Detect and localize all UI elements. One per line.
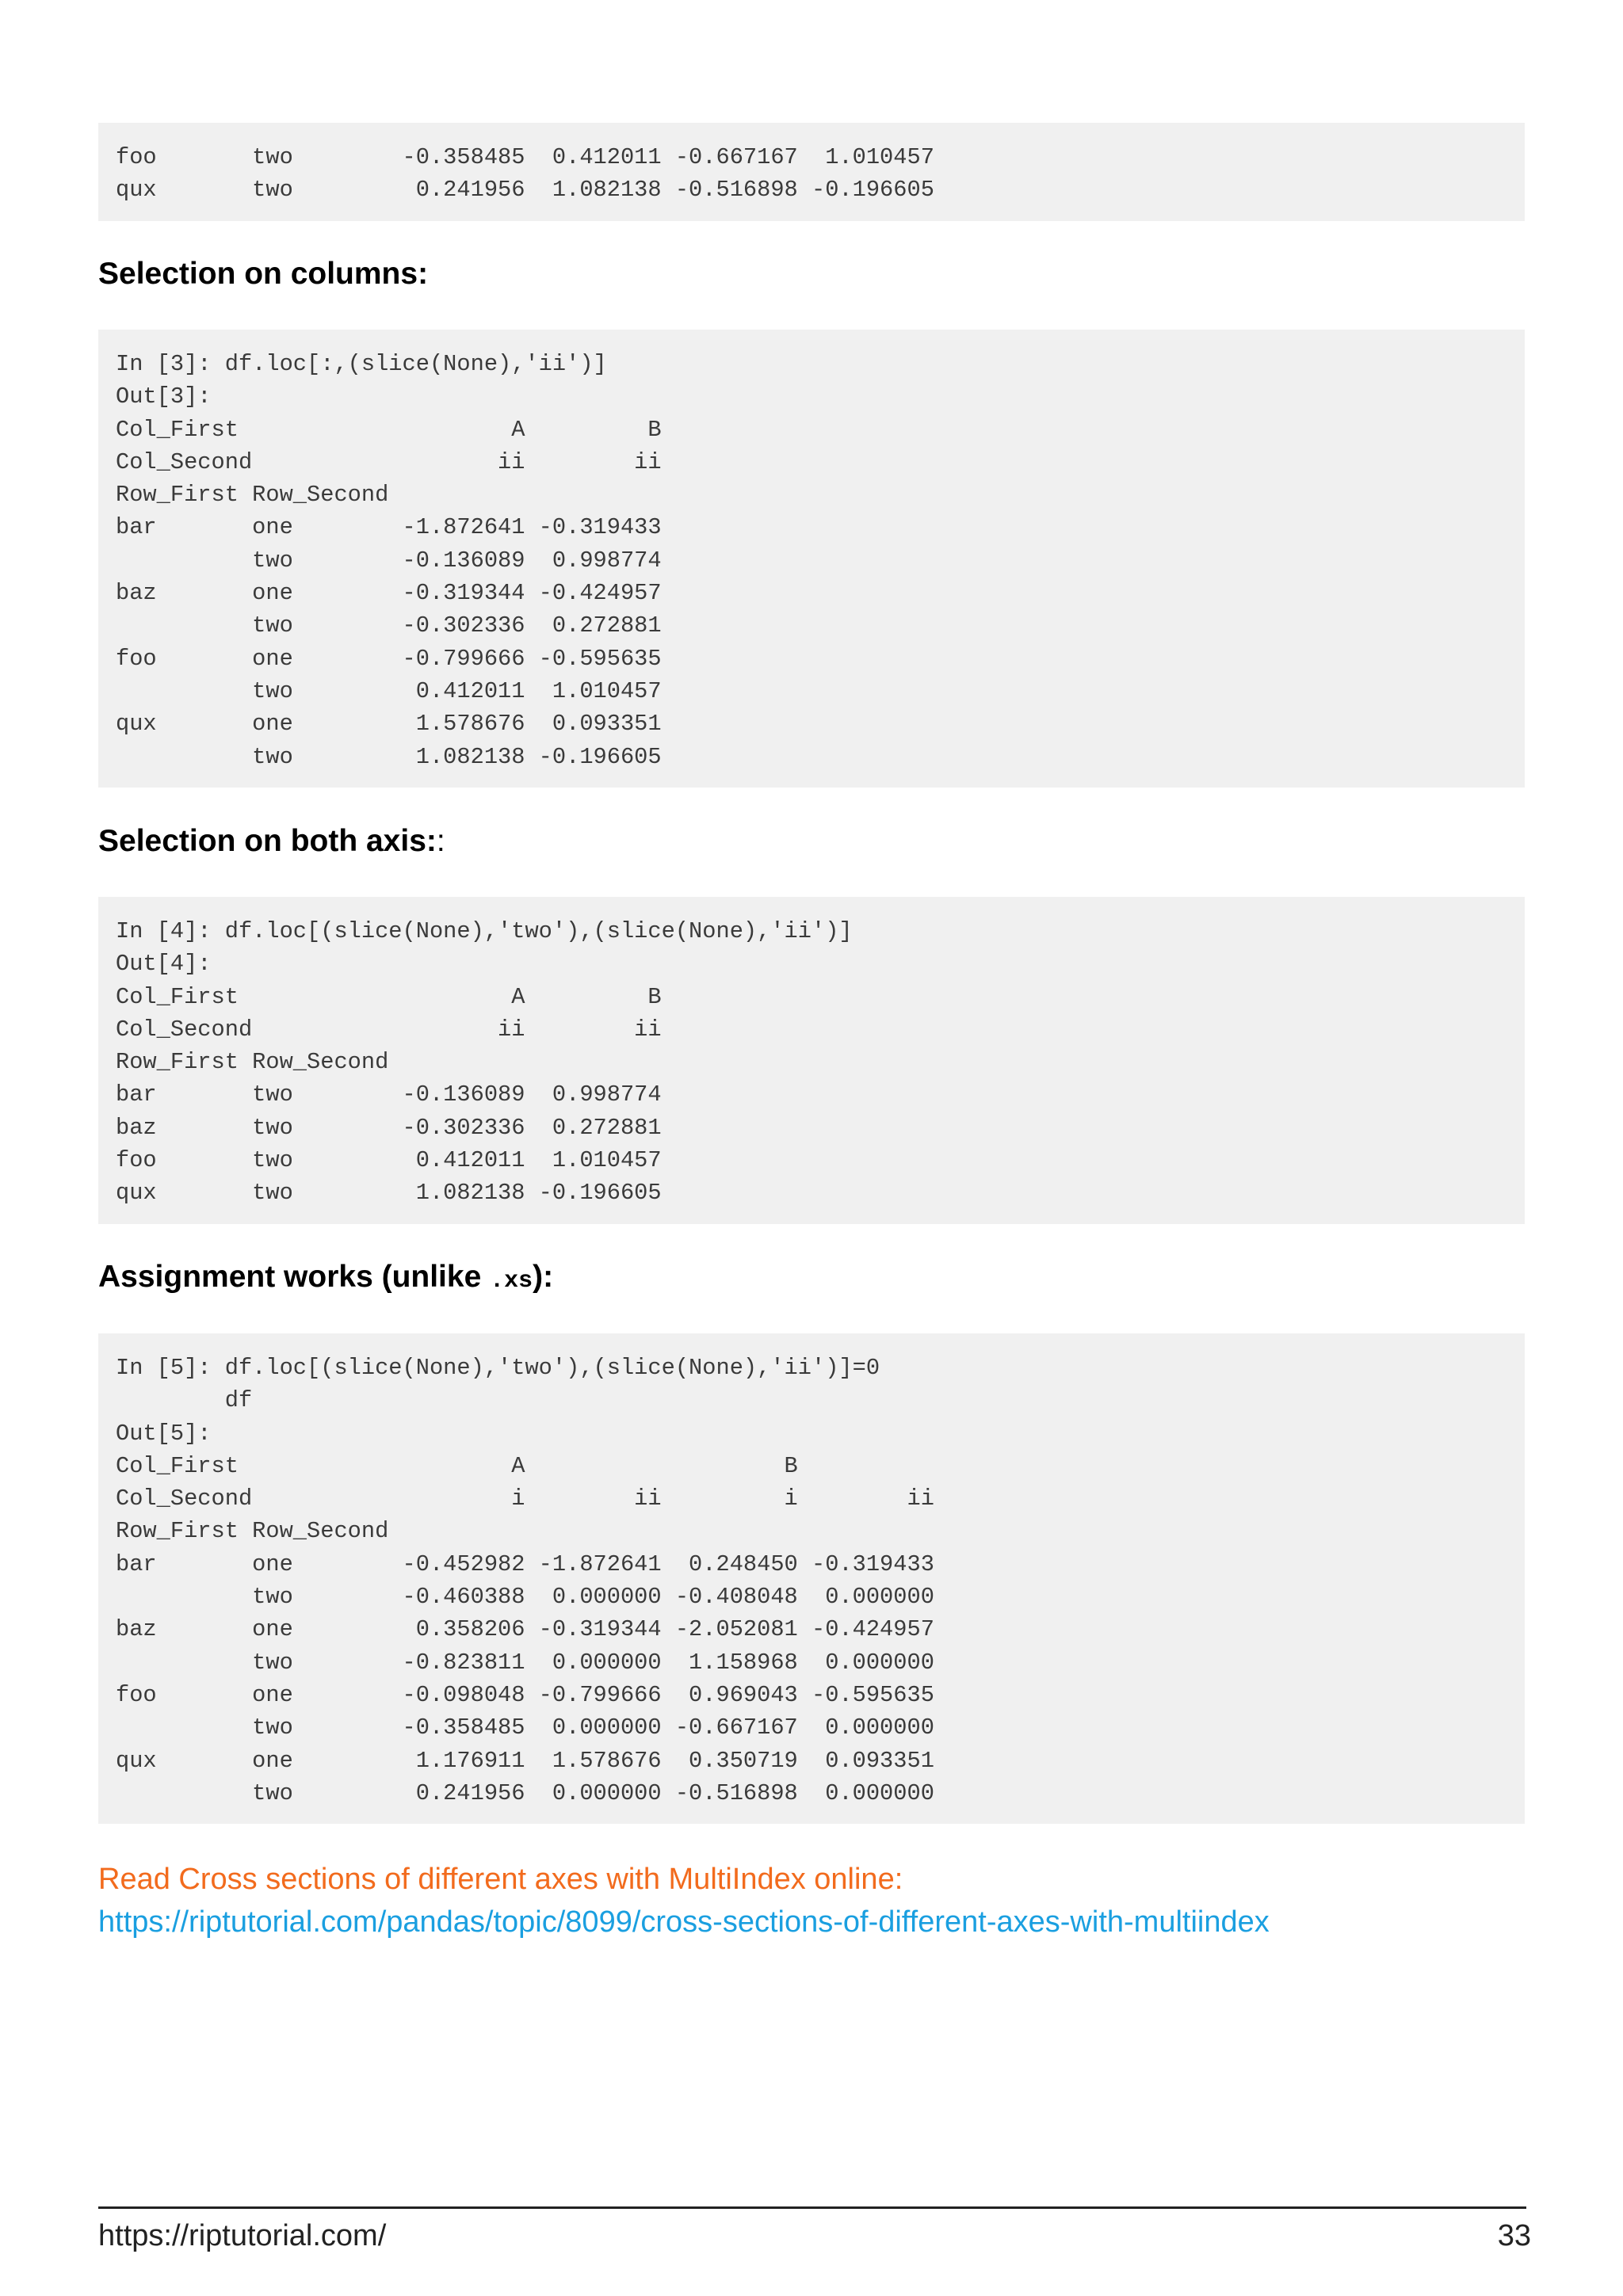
heading-assignment-code: .xs [490, 1268, 533, 1295]
code-selection-on-columns: In [3]: df.loc[:,(slice(None),'ii')] Out[3]: Col_First A B Col_Second ii ii Row_First Row_Second bar one -1.872641 -0.319433 two -0.136089 0.998774 baz one -0.319344 -0.424957 two -0.302336 0.272881 foo one -0.799666 -0.595635 two 0.412011 1.010457 qux one 1.578676 0.093351 two 1.082138 -0.196605 [98, 330, 1525, 788]
heading-selection-on-both-axis [98, 822, 445, 860]
read-online-link[interactable]: https://riptutorial.com/pandas/topic/8099/cross-sections-of-different-axes-with-multiindex [98, 1905, 1270, 1939]
heading-both-axis-suffix: : [436, 824, 445, 858]
page-number: 33 [1497, 2219, 1531, 2252]
footer-url: https://riptutorial.com/ [98, 2219, 387, 2252]
heading-both-axis-text: Selection on both axis: [98, 824, 437, 858]
code-selection-on-both-axis: In [4]: df.loc[(slice(None),'two'),(slice(None),'ii')] Out[4]: Col_First A B Col_Second ii ii Row_First Row_Second bar two -0.136089 0.998774 baz two -0.302336 0.272881 foo two 0.412011 1.010457 qux two 1.082138 -0.196605 [98, 897, 1525, 1224]
footer-divider [98, 2206, 1526, 2209]
read-online-text: Read Cross sections of different axes with MultiIndex online: [98, 1863, 903, 1896]
code-output-continued: foo two -0.358485 0.412011 -0.667167 1.010457 qux two 0.241956 1.082138 -0.516898 -0.196605 [98, 123, 1525, 221]
heading-assignment-suffix: ): [533, 1260, 554, 1294]
heading-assignment-prefix: Assignment works (unlike [98, 1260, 491, 1294]
code-assignment: In [5]: df.loc[(slice(None),'two'),(slice(None),'ii')]=0 df Out[5]: Col_First A B Col_Second i ii i ii Row_First Row_Second bar one -0.452982 -1.872641 0.248450 -0.319433 two -0.460388 0.000000 -0.408048 0.000000 baz one 0.358206 -0.319344 -2.052081 -0.424957 two -0.823811 0.000000 1.158968 0.000000 foo one -0.098048 -0.799666 0.969043 -0.595635 two -0.358485 0.000000 -0.667167 0.000000 qux one 1.176911 1.578676 0.350719 0.093351 two 0.241956 0.000000 -0.516898 0.000000 [98, 1333, 1525, 1824]
heading-selection-on-columns: Selection on columns: [98, 257, 429, 291]
heading-assignment-works [98, 1258, 553, 1300]
